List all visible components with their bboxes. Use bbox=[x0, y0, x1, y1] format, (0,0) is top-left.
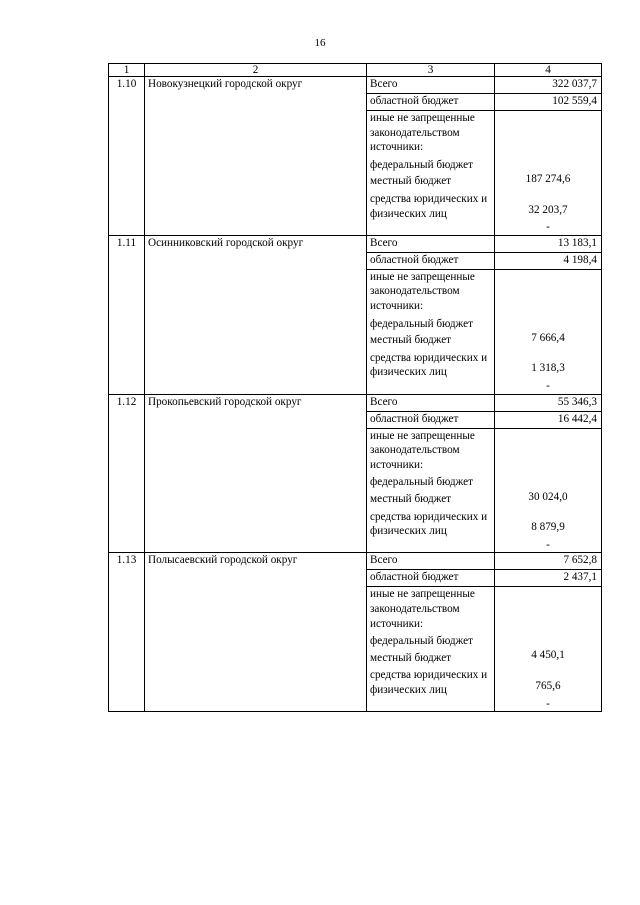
table-row bbox=[109, 235, 602, 252]
municipality-name: Полысаевский городской округ bbox=[145, 553, 367, 712]
total-label: Всего bbox=[367, 553, 495, 570]
page-number: 16 bbox=[314, 37, 326, 49]
municipality-name: Осинниковский городской округ bbox=[145, 235, 367, 394]
row-number: 1.13 bbox=[109, 553, 145, 712]
column-number: 4 bbox=[495, 64, 602, 77]
total-label: Всего bbox=[367, 394, 495, 411]
other-sources-labels bbox=[367, 269, 495, 394]
legal-entities-label: средства юридических и физических лиц bbox=[370, 351, 488, 379]
other-sources-labels bbox=[367, 428, 495, 553]
column-number: 3 bbox=[367, 64, 495, 77]
local-budget-value: 32 203,7 bbox=[528, 203, 568, 216]
legal-entities-label: средства юридических и физических лиц bbox=[370, 510, 488, 538]
regional-budget-value: 4 198,4 bbox=[495, 252, 602, 269]
federal-budget-value: 30 024,0 bbox=[528, 490, 568, 503]
regional-budget-label: областной бюджет bbox=[367, 252, 495, 269]
regional-budget-label: областной бюджет bbox=[367, 411, 495, 428]
legal-entities-value: - bbox=[546, 379, 550, 392]
local-budget-value: 8 879,9 bbox=[531, 521, 565, 534]
regional-budget-label: областной бюджет bbox=[367, 570, 495, 587]
total-label: Всего bbox=[367, 77, 495, 94]
column-number: 2 bbox=[145, 64, 367, 77]
local-budget-value: 1 318,3 bbox=[531, 362, 565, 375]
other-sources-label: иные не запрещенные законодательством источники: bbox=[370, 429, 475, 471]
total-label: Всего bbox=[367, 235, 495, 252]
legal-entities-value: - bbox=[546, 538, 550, 551]
municipality-name: Прокопьевский городской округ bbox=[145, 394, 367, 553]
total-value: 55 346,3 bbox=[495, 394, 602, 411]
municipality-name: Новокузнецкий городской округ bbox=[145, 77, 367, 236]
local-budget-value: 765,6 bbox=[535, 679, 561, 692]
row-number: 1.11 bbox=[109, 235, 145, 394]
table-row bbox=[109, 77, 602, 94]
local-budget-label: местный бюджет bbox=[370, 334, 452, 347]
regional-budget-value: 16 442,4 bbox=[495, 411, 602, 428]
local-budget-label: местный бюджет bbox=[370, 651, 452, 664]
federal-budget-label: федеральный бюджет bbox=[370, 317, 473, 330]
other-sources-values bbox=[495, 269, 602, 394]
other-sources-label: иные не запрещенные законодательством источники: bbox=[370, 270, 475, 312]
other-sources-label: иные не запрещенные законодательством источники: bbox=[370, 588, 475, 630]
regional-budget-value: 102 559,4 bbox=[495, 94, 602, 111]
local-budget-label: местный бюджет bbox=[370, 492, 452, 505]
other-sources-values bbox=[495, 428, 602, 553]
values-spacer bbox=[498, 587, 598, 648]
column-number: 1 bbox=[109, 64, 145, 77]
row-number: 1.12 bbox=[109, 394, 145, 553]
federal-budget-value: 7 666,4 bbox=[531, 331, 565, 344]
total-value: 7 652,8 bbox=[495, 553, 602, 570]
row-number: 1.10 bbox=[109, 77, 145, 236]
legal-entities-label: средства юридических и физических лиц bbox=[370, 669, 488, 696]
other-sources-values bbox=[495, 111, 602, 236]
other-sources-labels bbox=[367, 587, 495, 712]
total-value: 322 037,7 bbox=[495, 77, 602, 94]
local-budget-label: местный бюджет bbox=[370, 175, 452, 188]
other-sources-labels bbox=[367, 111, 495, 236]
legal-entities-value: - bbox=[546, 697, 550, 710]
federal-budget-label: федеральный бюджет bbox=[370, 158, 473, 171]
values-spacer bbox=[498, 111, 598, 172]
regional-budget-label: областной бюджет bbox=[367, 94, 495, 111]
total-value: 13 183,1 bbox=[495, 235, 602, 252]
legal-entities-value: - bbox=[546, 221, 550, 234]
federal-budget-label: федеральный бюджет bbox=[370, 476, 473, 489]
federal-budget-label: федеральный бюджет bbox=[370, 635, 473, 648]
legal-entities-label: средства юридических и физических лиц bbox=[370, 192, 488, 220]
values-spacer bbox=[498, 429, 598, 490]
other-sources-label: иные не запрещенные законодательством источники: bbox=[370, 112, 475, 154]
values-spacer bbox=[498, 270, 598, 331]
regional-budget-value: 2 437,1 bbox=[495, 570, 602, 587]
table-row bbox=[109, 553, 602, 570]
budget-table bbox=[108, 63, 602, 712]
other-sources-values bbox=[495, 587, 602, 712]
federal-budget-value: 187 274,6 bbox=[525, 173, 571, 185]
column-number-row bbox=[109, 64, 602, 77]
table-row bbox=[109, 394, 602, 411]
federal-budget-value: 4 450,1 bbox=[531, 649, 565, 662]
